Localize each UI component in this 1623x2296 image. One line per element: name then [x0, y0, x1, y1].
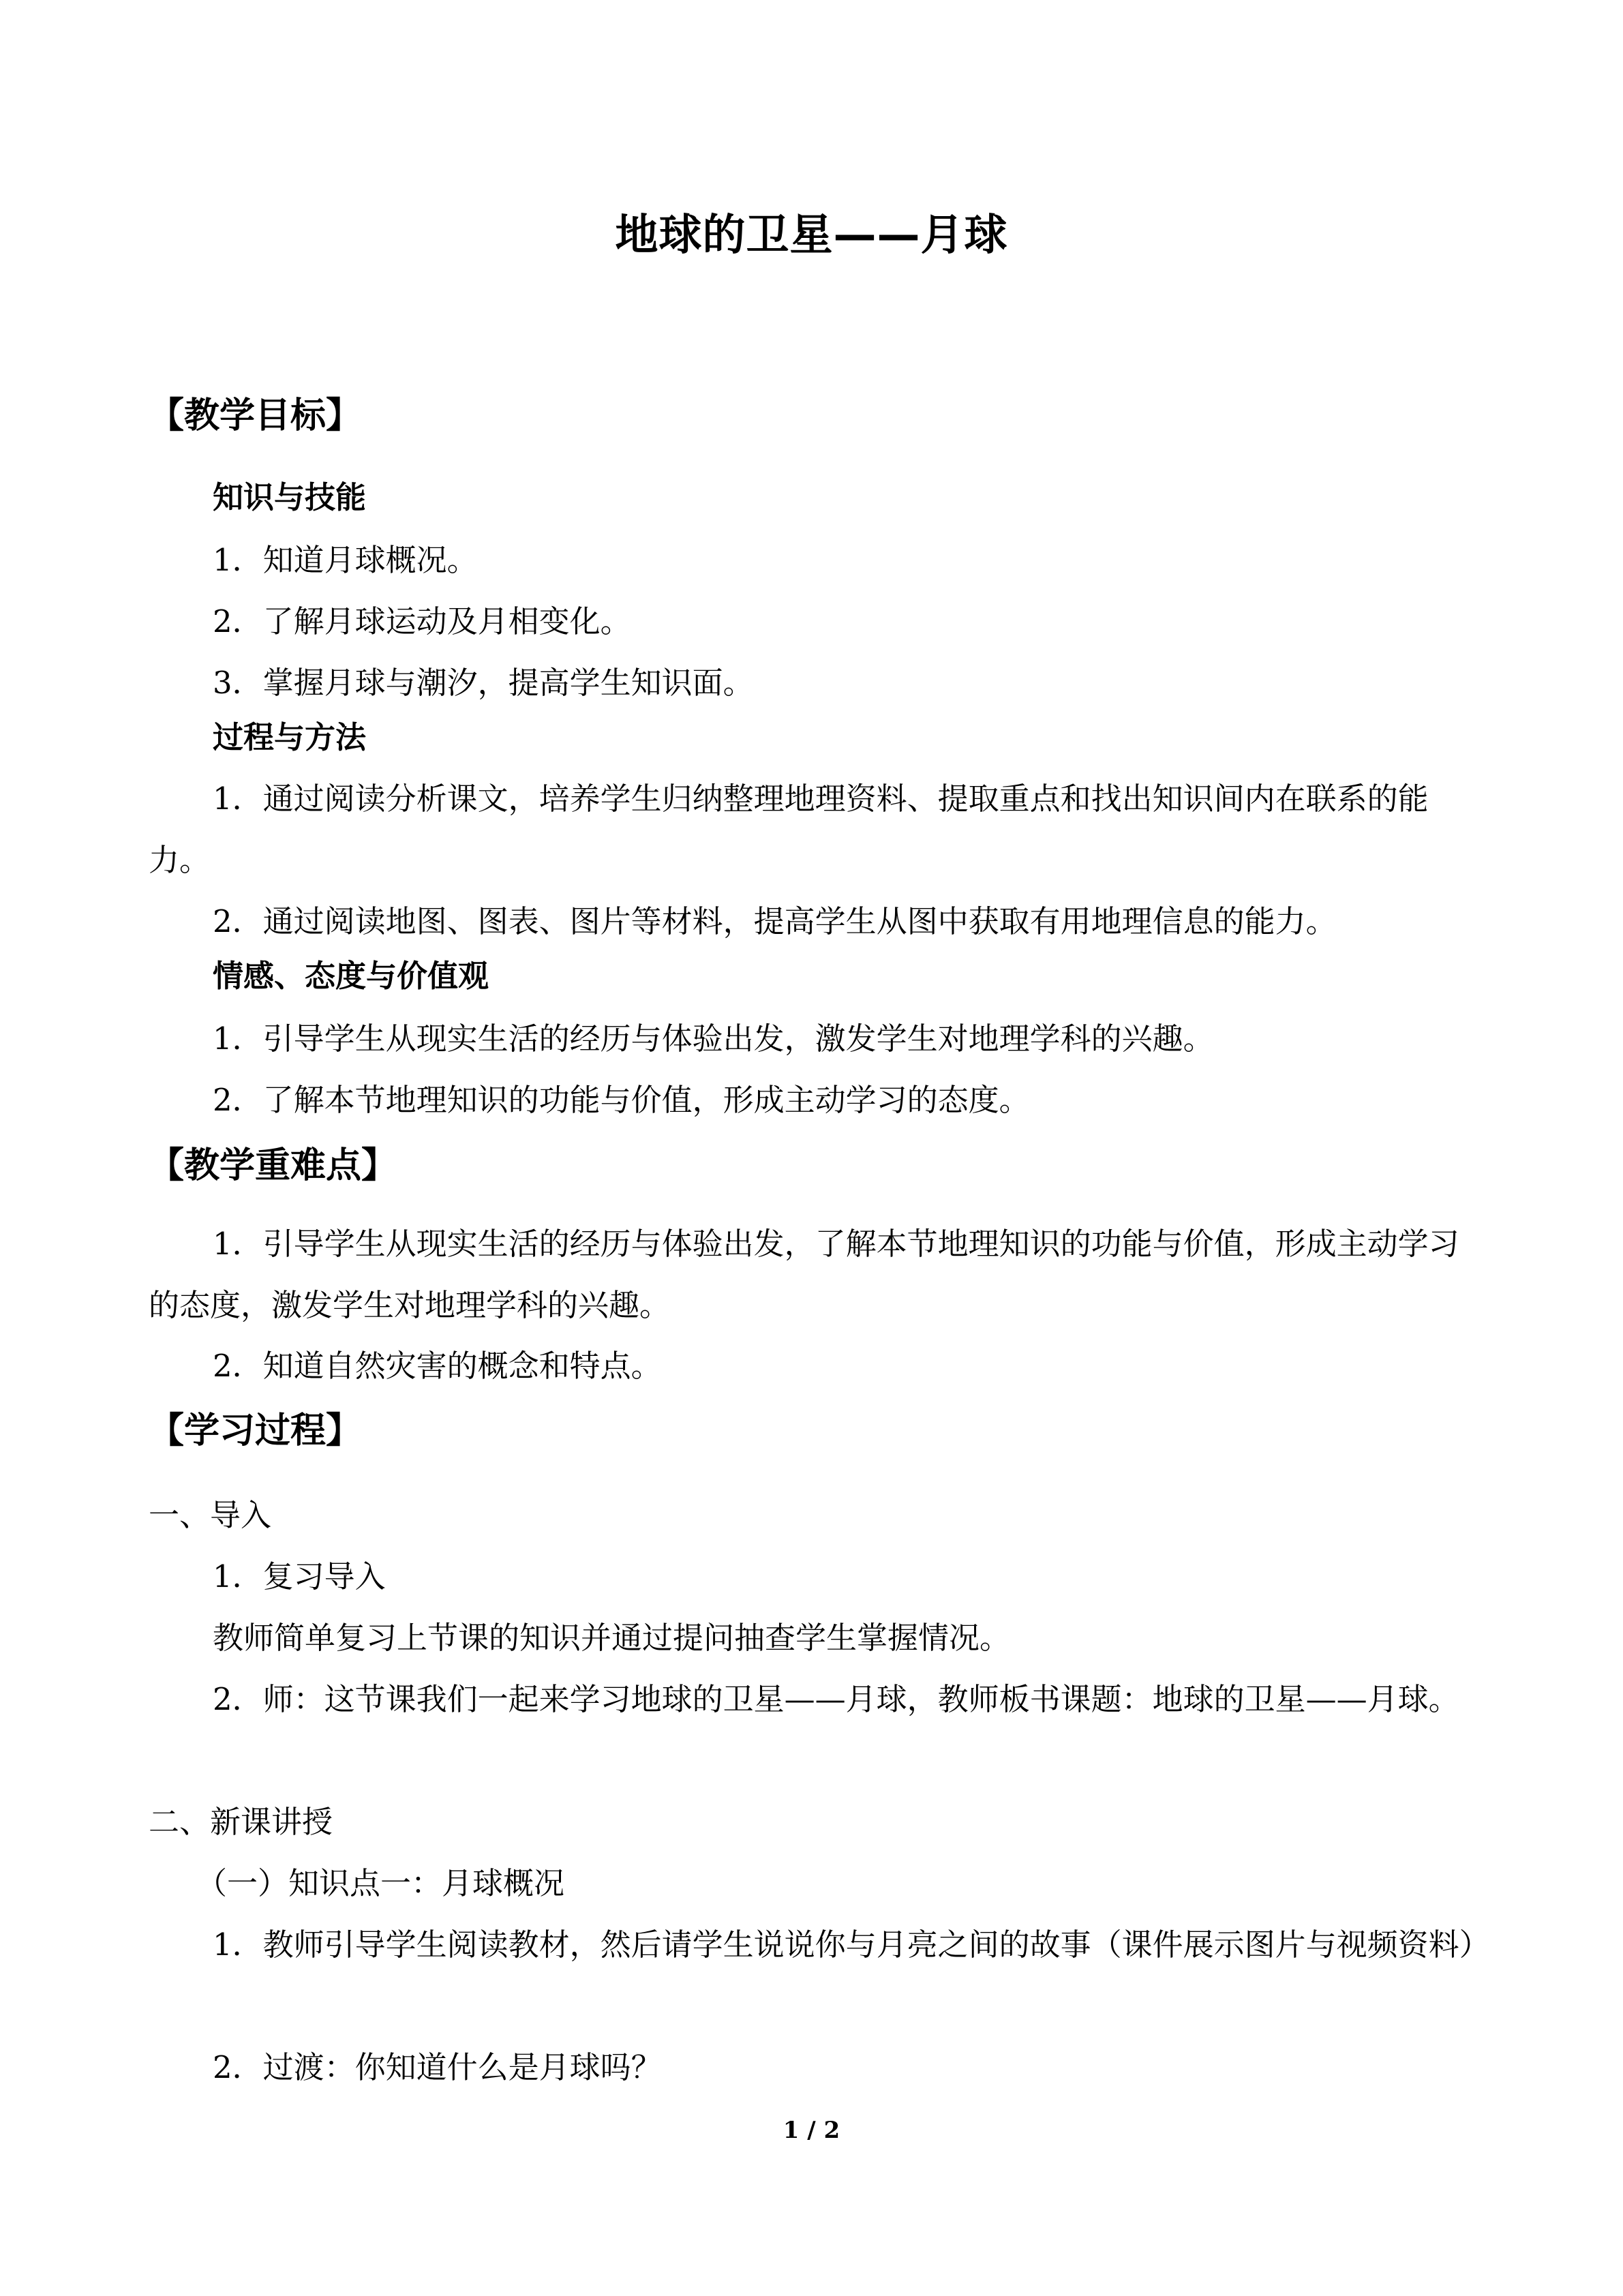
heading-learning-process: 【学习过程】 — [149, 1410, 362, 1451]
new-lesson-item-2: 2．过渡：你知道什么是月球吗？ — [213, 2049, 662, 2085]
subheading-knowledge: 知识与技能 — [213, 479, 367, 515]
knowledge-item-2: 2．了解月球运动及月相变化。 — [213, 603, 631, 639]
subheading-emotion: 情感、态度与价值观 — [213, 958, 489, 994]
intro-item-3: 2．师：这节课我们一起来学习地球的卫星——月球，教师板书课题：地球的卫星——月球。 — [213, 1681, 1459, 1717]
page-number: 1 / 2 — [783, 2117, 840, 2144]
emotion-item-2: 2．了解本节地理知识的功能与价值，形成主动学习的态度。 — [213, 1082, 1030, 1118]
key-point-item-1: 1．引导学生从现实生活的经历与体验出发，了解本节地理知识的功能与价值，形成主动学习的态度，激发学生对地理学科的兴趣。 — [149, 1226, 1459, 1323]
key-point-item-2: 2．知道自然灾害的概念和特点。 — [213, 1348, 662, 1384]
intro-label: 一、导入 — [149, 1497, 272, 1533]
knowledge-item-3: 3．掌握月球与潮汐，提高学生知识面。 — [213, 665, 754, 701]
intro-item-2: 教师简单复习上节课的知识并通过提问抽查学生掌握情况。 — [213, 1620, 1011, 1656]
heading-objectives: 【教学目标】 — [149, 395, 362, 436]
knowledge-item-1: 1．知道月球概况。 — [213, 542, 478, 578]
subheading-process-method: 过程与方法 — [213, 719, 367, 755]
emotion-item-1: 1．引导学生从现实生活的经历与体验出发，激发学生对地理学科的兴趣。 — [213, 1021, 1214, 1057]
new-lesson-label: 二、新课讲授 — [149, 1804, 333, 1840]
page-title: 地球的卫星——月球 — [615, 210, 1008, 260]
process-method-item-2: 2．通过阅读地图、图表、图片等材料，提高学生从图中获取有用地理信息的能力。 — [213, 903, 1337, 939]
new-lesson-item-1: 1．教师引导学生阅读教材，然后请学生说说你与月亮之间的故事（课件展示图片与视频资料） — [213, 1927, 1490, 1963]
point-one-heading: （一）知识点一：月球概况 — [196, 1865, 565, 1901]
heading-key-points: 【教学重难点】 — [149, 1145, 397, 1186]
intro-item-1: 1．复习导入 — [213, 1558, 386, 1595]
process-method-item-1: 1．通过阅读分析课文，培养学生归纳整理地理资料、提取重点和找出知识间内在联系的能力。 — [149, 781, 1429, 878]
